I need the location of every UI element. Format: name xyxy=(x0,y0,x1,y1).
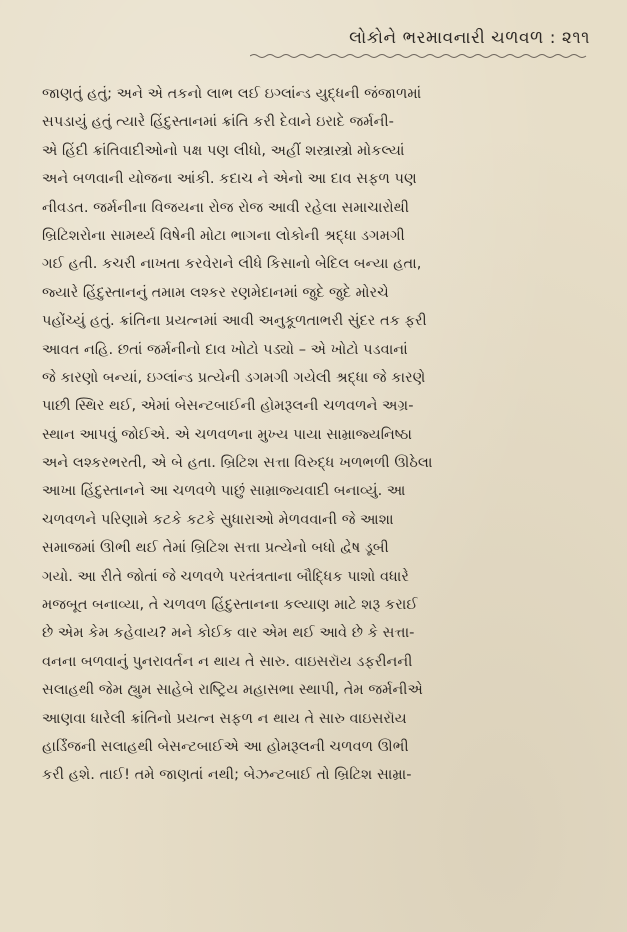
text-line: જ્યારે હિંદુસ્તાનનું તમામ લશ્કર રણમેદાનમાં જુદે જુદે મોરચે xyxy=(42,283,389,301)
text-line: સપડાયું હતું ત્યારે હિંદુસ્તાનમાં ક્રાંતિ કરી દેવાને ઇરાદે જર્મની- xyxy=(42,113,394,131)
text-line: કરી હશે. તાઈ! તમે જાણતાં નથી; બેઝન્ટબાઈ તો બ્રિટિશ સામ્રા- xyxy=(42,766,412,784)
body-text xyxy=(42,80,602,790)
text-line: આવત નહિ. છતાં જર્મનીનો દાવ ખોટો પડ્યો – એ ખોટો પડવાનાં xyxy=(42,340,408,358)
text-line: મજબૂત બનાવ્યા, તે ચળવળ હિંદુસ્તાનના કલ્યાણ માટે શરૂ કરાઈ xyxy=(42,596,418,614)
text-line: સલાહથી જેમ હ્યુમ સાહેબે રાષ્ટ્રિય મહાસભા સ્થાપી, તેમ જર્મનીએ xyxy=(42,681,423,699)
text-line: એ હિંદી ક્રાંતિવાદીઓનો પક્ષ પણ લીધો, અહીં શસ્ત્રાસ્ત્રો મોકલ્યાં xyxy=(42,141,405,159)
text-line: ગયો. આ રીતે જોતાં જે ચળવળે પરતંત્રતાના બૌદ્ધિક પાશો વધારે xyxy=(42,567,409,585)
text-line: આખા હિંદુસ્તાનને આ ચળવળે પાછું સામ્રાજ્યવાદી બનાવ્યું. આ xyxy=(42,482,406,500)
text-line: ગઈ હતી. કચરી નાખતા કરવેરાને લીધે કિસાનો બેદિલ બન્યા હતા, xyxy=(42,255,422,273)
text-line: નીવડત. જર્મનીના વિજયના રોજ રોજ આવી રહેલા સમાચારોથી xyxy=(42,198,410,216)
text-line: પાછી સ્થિર થઈ, એમાં બેસન્ટબાઈની હોમરૂલની ચળવળને અગ્ર- xyxy=(42,397,414,415)
text-line: વનના બળવાનું પુનરાવર્તન ન થાય તે સારુ. વાઇસરૉય ડફરીનની xyxy=(42,652,413,670)
text-line: જે કારણો બન્યાં, ઇગ્લાંન્ડ પ્રત્યેની ડગમગી ગયેલી શ્રદ્ધા જે કારણે xyxy=(42,368,426,386)
text-line: આણવા ધારેલી ક્રાંતિનો પ્રયત્ન સફળ ન થાય તે સારુ વાઇસરૉય xyxy=(42,709,407,727)
text-line: પહોંચ્યું હતું. ક્રાંતિના પ્રયત્નમાં આવી અનુકૂળતાભરી સુંદર તક ફરી xyxy=(42,312,427,330)
wavy-rule-ornament xyxy=(250,53,590,59)
text-line: અને લશ્કરભરતી, એ બે હતા. બ્રિટિશ સત્તા વિરુદ્ધ ખળભળી ઊઠેલા xyxy=(42,454,433,472)
text-line: અને બળવાની યોજના આંકી. કદાચ ને એનો આ દાવ સફળ પણ xyxy=(42,170,417,188)
text-line: છે એમ કેમ કહેવાય? મને કોઈક વાર એમ થઈ આવે છે કે સત્તા- xyxy=(42,624,415,642)
running-head-text: લોકોને ભરમાવનારી ચળવળ : ૨૧૧ xyxy=(349,28,590,48)
text-line: જાણતું હતું; અને એ તકનો લાભ લઈ ઇગ્લાંન્ડ યુદ્ધની જંજાળમાં xyxy=(42,85,422,102)
text-line: સમાજમાં ઊભી થઈ તેમાં બ્રિટિશ સત્તા પ્રત્યેનો બધો દ્વેષ ડૂબી xyxy=(42,539,389,557)
text-line: સ્થાન આપવું જોઈએ. એ ચળવળના મુખ્ય પાયા સામ્રાજ્યનિષ્ઠા xyxy=(42,425,412,443)
text-line: હાર્ડિંજની સલાહથી બેસન્ટબાઈએ આ હોમરૂલની ચળવળ ઊભી xyxy=(42,737,409,755)
running-head xyxy=(250,26,590,56)
text-line: બ્રિટિશરોના સામર્થ્ય વિષેની મોટા ભાગના લોકોની શ્રદ્ધા ડગમગી xyxy=(42,226,405,244)
text-line: ચળવળને પરિણામે કટકે કટકે સુધારાઓ મેળવવાની જે આશા xyxy=(42,510,394,528)
